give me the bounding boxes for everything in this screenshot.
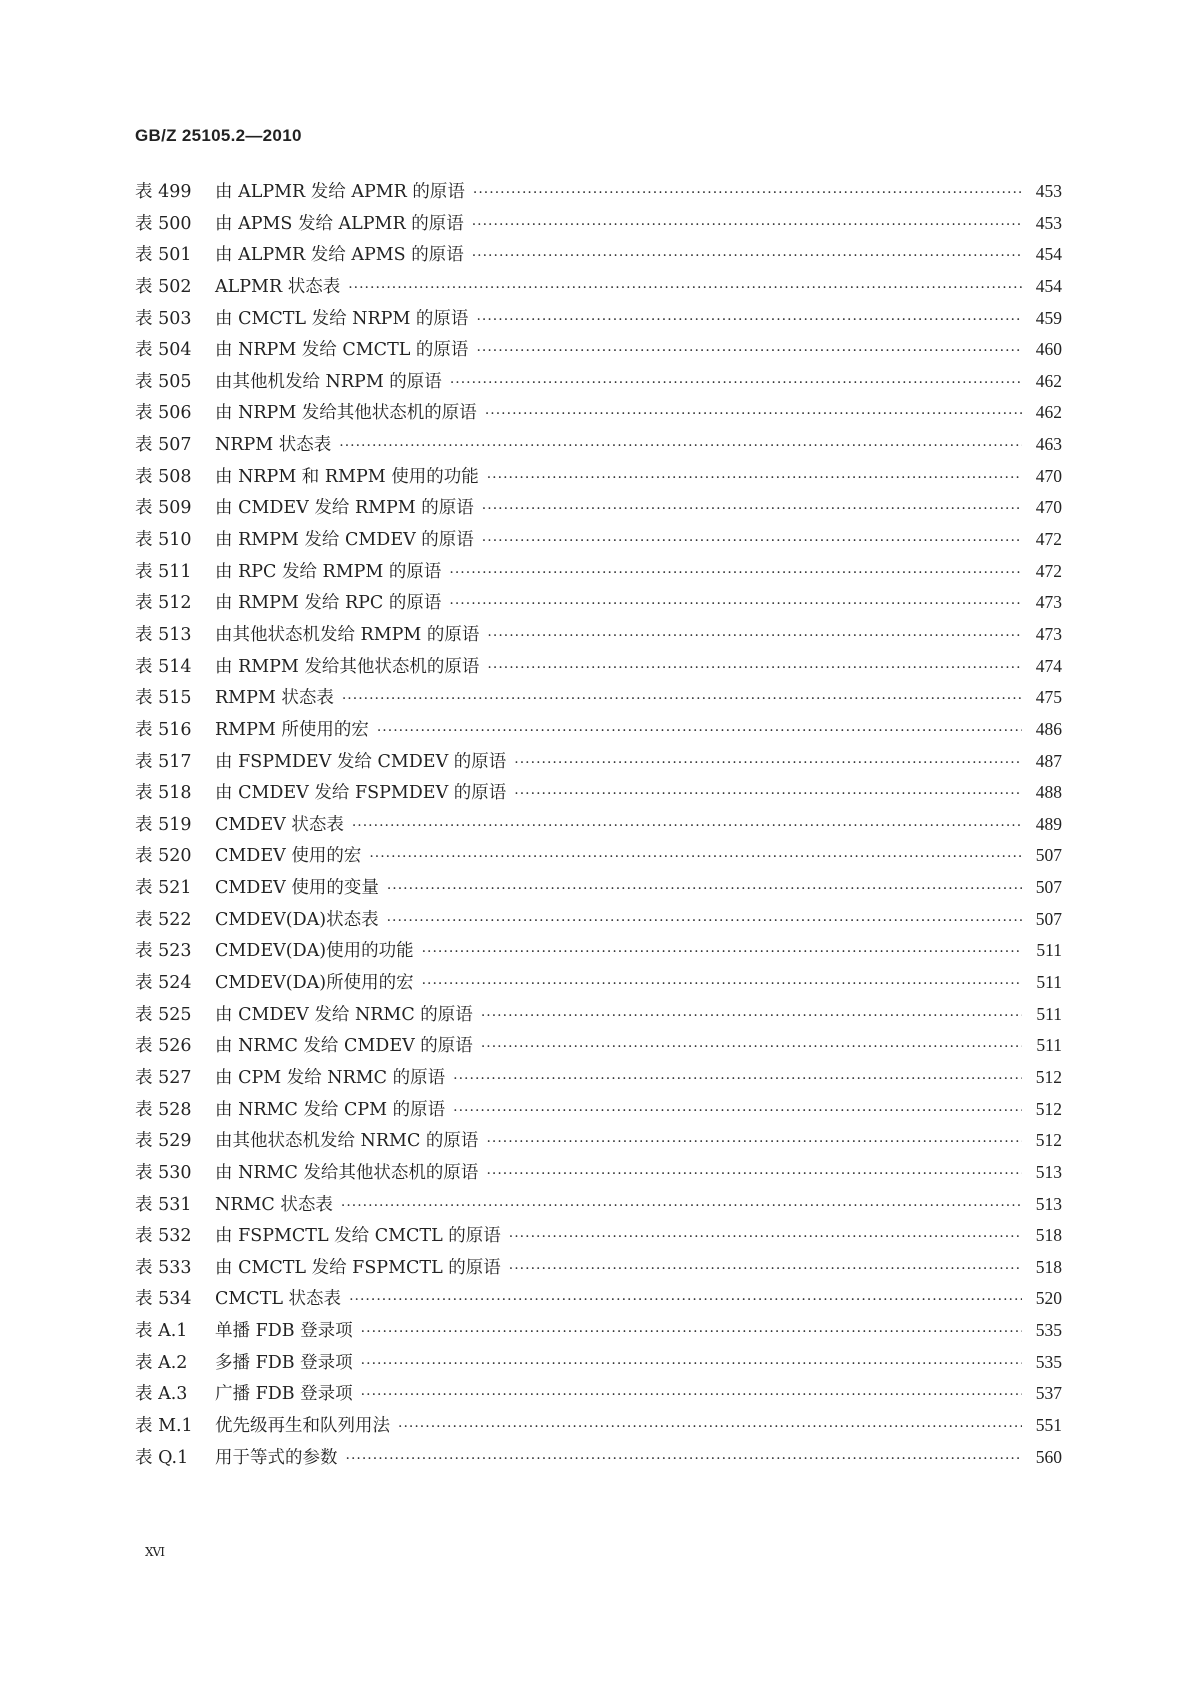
toc-title: ALPMR 状态表: [215, 276, 341, 297]
toc-entry: [135, 969, 1062, 1001]
toc-title: 由 RMPM 发给 CMDEV 的原语: [215, 530, 474, 551]
toc-table-number: 表 511: [135, 561, 192, 582]
toc-title: 由 APMS 发给 ALPMR 的原语: [215, 213, 464, 234]
toc-leader-dots: [349, 1292, 1022, 1308]
toc-entry: [135, 1317, 1062, 1349]
toc-table-number: 表 526: [135, 1036, 192, 1057]
toc-table-number: 表 M.1: [135, 1415, 193, 1436]
table-of-contents: [135, 178, 1062, 1475]
toc-table-number: 表 Q.1: [135, 1447, 189, 1468]
toc-table-number: 表 521: [135, 878, 192, 899]
toc-table-number: 表 509: [135, 498, 192, 519]
toc-title: CMDEV(DA)使用的功能: [215, 941, 414, 962]
toc-entry: [135, 621, 1062, 653]
toc-table-number: 表 505: [135, 371, 192, 392]
toc-title: 由 NRPM 发给 CMCTL 的原语: [215, 340, 469, 361]
toc-table-number: 表 510: [135, 530, 192, 551]
toc-table-number: 表 533: [135, 1257, 192, 1278]
toc-title: 由 NRMC 发给 CPM 的原语: [215, 1099, 446, 1120]
toc-page-number: 535: [1035, 1320, 1062, 1341]
toc-page-number: 488: [1035, 782, 1062, 803]
toc-title: 由 CMDEV 发给 FSPMDEV 的原语: [215, 783, 507, 804]
toc-entry: [135, 1001, 1062, 1033]
toc-leader-dots: [449, 565, 1022, 581]
toc-page-number: 475: [1035, 687, 1062, 708]
toc-table-number: 表 506: [135, 403, 192, 424]
toc-leader-dots: [361, 1387, 1022, 1403]
toc-leader-dots: [352, 818, 1022, 834]
toc-leader-dots: [485, 406, 1022, 422]
toc-table-number: 表 532: [135, 1226, 192, 1247]
toc-table-number: 表 530: [135, 1162, 192, 1183]
toc-page-number: 518: [1035, 1256, 1062, 1277]
toc-title: 由 RMPM 发给其他状态机的原语: [215, 656, 480, 677]
document-number: GB/Z 25105.2—2010: [135, 126, 302, 145]
toc-entry: [135, 779, 1062, 811]
toc-leader-dots: [346, 1451, 1023, 1467]
toc-title: 广播 FDB 登录项: [215, 1384, 353, 1405]
toc-entry: [135, 368, 1062, 400]
toc-page-number: 512: [1035, 1066, 1062, 1087]
toc-page-number: 512: [1035, 1098, 1062, 1119]
toc-table-number: 表 A.1: [135, 1321, 188, 1342]
toc-title: 多播 FDB 登录项: [215, 1352, 353, 1373]
toc-title: 优先级再生和队列用法: [215, 1415, 390, 1436]
toc-entry: [135, 1412, 1062, 1444]
toc-title: CMCTL 状态表: [215, 1289, 342, 1310]
toc-table-number: 表 508: [135, 466, 192, 487]
toc-page-number: 518: [1035, 1225, 1062, 1246]
toc-entry: [135, 1444, 1062, 1476]
toc-entry: [135, 526, 1062, 558]
toc-table-number: 表 522: [135, 909, 192, 930]
toc-entry: [135, 273, 1062, 305]
toc-entry: [135, 842, 1062, 874]
toc-table-number: 表 527: [135, 1067, 192, 1088]
toc-page-number: 454: [1035, 244, 1062, 265]
toc-leader-dots: [487, 628, 1022, 644]
toc-page-number: 512: [1035, 1130, 1062, 1151]
toc-leader-dots: [341, 1198, 1022, 1214]
toc-table-number: 表 520: [135, 846, 192, 867]
toc-title: 由 CPM 发给 NRMC 的原语: [215, 1067, 446, 1088]
toc-entry: [135, 1222, 1062, 1254]
toc-title: 由 FSPMCTL 发给 CMCTL 的原语: [215, 1226, 501, 1247]
toc-leader-dots: [361, 1324, 1022, 1340]
toc-table-number: 表 524: [135, 973, 192, 994]
toc-table-number: 表 528: [135, 1099, 192, 1120]
toc-leader-dots: [514, 755, 1022, 771]
toc-leader-dots: [487, 470, 1022, 486]
toc-leader-dots: [387, 881, 1022, 897]
toc-entry: [135, 336, 1062, 368]
toc-table-number: 表 A.2: [135, 1352, 188, 1373]
toc-entry: [135, 210, 1062, 242]
toc-title: 由 CMCTL 发给 NRPM 的原语: [215, 308, 469, 329]
toc-entry: [135, 463, 1062, 495]
toc-page-number: 462: [1035, 370, 1062, 391]
toc-page-number: 487: [1035, 750, 1062, 771]
toc-leader-dots: [481, 1008, 1022, 1024]
toc-page-number: 462: [1035, 402, 1062, 423]
toc-leader-dots: [481, 1039, 1022, 1055]
page-number: XVI: [145, 1545, 164, 1559]
toc-leader-dots: [450, 375, 1022, 391]
toc-entry: [135, 305, 1062, 337]
toc-leader-dots: [377, 723, 1022, 739]
toc-table-number: 表 514: [135, 656, 192, 677]
toc-leader-dots: [482, 533, 1022, 549]
toc-title: 由 CMDEV 发给 NRMC 的原语: [215, 1004, 473, 1025]
toc-title: 由 NRMC 发给 CMDEV 的原语: [215, 1036, 473, 1057]
toc-page-number: 507: [1035, 908, 1062, 929]
toc-leader-dots: [398, 1419, 1022, 1435]
toc-entry: [135, 1254, 1062, 1286]
toc-title: 单播 FDB 登录项: [215, 1321, 353, 1342]
toc-leader-dots: [387, 913, 1022, 929]
toc-page-number: 511: [1036, 1035, 1062, 1056]
toc-entry: [135, 748, 1062, 780]
toc-title: 由 NRPM 和 RMPM 使用的功能: [215, 466, 479, 487]
toc-entry: [135, 1064, 1062, 1096]
toc-leader-dots: [487, 660, 1022, 676]
toc-entry: [135, 1159, 1062, 1191]
toc-table-number: 表 525: [135, 1004, 192, 1025]
toc-entry: [135, 589, 1062, 621]
toc-leader-dots: [449, 596, 1022, 612]
toc-title: 由 NRPM 发给其他状态机的原语: [215, 403, 477, 424]
toc-table-number: 表 523: [135, 941, 192, 962]
toc-entry: [135, 399, 1062, 431]
toc-leader-dots: [476, 312, 1022, 328]
toc-table-number: 表 504: [135, 340, 192, 361]
toc-entry: [135, 1380, 1062, 1412]
toc-leader-dots: [453, 1103, 1022, 1119]
toc-entry: [135, 494, 1062, 526]
toc-entry: [135, 1127, 1062, 1159]
toc-entry: [135, 178, 1062, 210]
toc-title: 由 ALPMR 发给 APMS 的原语: [215, 245, 464, 266]
toc-page-number: 459: [1035, 307, 1062, 328]
toc-leader-dots: [509, 1229, 1022, 1245]
toc-page-number: 453: [1035, 212, 1062, 233]
toc-table-number: 表 500: [135, 213, 192, 234]
toc-title: 由 RMPM 发给 RPC 的原语: [215, 593, 442, 614]
toc-table-number: 表 519: [135, 814, 192, 835]
toc-page-number: 489: [1035, 813, 1062, 834]
toc-title: RMPM 所使用的宏: [215, 719, 369, 740]
toc-title: CMDEV 使用的变量: [215, 878, 379, 899]
toc-page-number: 513: [1035, 1193, 1062, 1214]
toc-entry: [135, 906, 1062, 938]
toc-table-number: 表 534: [135, 1289, 192, 1310]
toc-leader-dots: [472, 248, 1022, 264]
toc-page-number: 460: [1035, 339, 1062, 360]
toc-page-number: 511: [1036, 1003, 1062, 1024]
toc-page-number: 507: [1035, 877, 1062, 898]
toc-title: 由其他状态机发给 RMPM 的原语: [215, 624, 480, 645]
toc-page-number: 454: [1035, 275, 1062, 296]
toc-table-number: 表 507: [135, 435, 192, 456]
toc-table-number: 表 517: [135, 751, 192, 772]
toc-table-number: 表 503: [135, 308, 192, 329]
toc-table-number: 表 518: [135, 783, 192, 804]
toc-entry: [135, 558, 1062, 590]
toc-title: CMDEV(DA)状态表: [215, 909, 379, 930]
toc-table-number: 表 515: [135, 688, 192, 709]
toc-entry: [135, 241, 1062, 273]
toc-title: 由其他状态机发给 NRMC 的原语: [215, 1131, 479, 1152]
toc-leader-dots: [476, 343, 1022, 359]
toc-page-number: 511: [1036, 972, 1062, 993]
toc-page-number: 486: [1035, 718, 1062, 739]
toc-entry: [135, 716, 1062, 748]
toc-page-number: 474: [1035, 655, 1062, 676]
toc-entry: [135, 811, 1062, 843]
toc-leader-dots: [422, 944, 1022, 960]
toc-leader-dots: [339, 438, 1022, 454]
toc-leader-dots: [453, 1071, 1022, 1087]
toc-title: 由 NRMC 发给其他状态机的原语: [215, 1162, 479, 1183]
toc-entry: [135, 1349, 1062, 1381]
toc-table-number: 表 501: [135, 245, 192, 266]
toc-entry: [135, 1032, 1062, 1064]
toc-entry: [135, 1096, 1062, 1128]
toc-leader-dots: [422, 976, 1022, 992]
toc-page-number: 513: [1035, 1161, 1062, 1182]
toc-entry: [135, 937, 1062, 969]
toc-entry: [135, 1191, 1062, 1223]
toc-page-number: 470: [1035, 497, 1062, 518]
toc-page-number: 511: [1036, 940, 1062, 961]
toc-table-number: 表 512: [135, 593, 192, 614]
toc-page-number: 551: [1035, 1414, 1062, 1435]
toc-title: CMDEV 使用的宏: [215, 846, 362, 867]
toc-leader-dots: [472, 217, 1022, 233]
toc-leader-dots: [369, 849, 1022, 865]
toc-page-number: 453: [1035, 181, 1062, 201]
toc-title: NRMC 状态表: [215, 1194, 333, 1215]
toc-leader-dots: [509, 1261, 1022, 1277]
toc-leader-dots: [482, 501, 1022, 517]
toc-leader-dots: [486, 1166, 1022, 1182]
toc-page-number: 463: [1035, 434, 1062, 455]
toc-title: CMDEV(DA)所使用的宏: [215, 973, 414, 994]
toc-page-number: 470: [1035, 465, 1062, 486]
toc-page-number: 535: [1035, 1351, 1062, 1372]
toc-entry: [135, 874, 1062, 906]
toc-entry: [135, 1285, 1062, 1317]
toc-entry: [135, 653, 1062, 685]
toc-page-number: 472: [1035, 560, 1062, 581]
toc-page-number: 520: [1035, 1288, 1062, 1309]
toc-leader-dots: [348, 280, 1022, 296]
toc-page-number: 473: [1035, 623, 1062, 644]
toc-title: NRPM 状态表: [215, 435, 332, 456]
toc-table-number: 表 513: [135, 624, 192, 645]
toc-table-number: 表 502: [135, 276, 192, 297]
toc-table-number: 表 499: [135, 182, 192, 202]
toc-title: 由 CMDEV 发给 RMPM 的原语: [215, 498, 474, 519]
toc-leader-dots: [342, 691, 1022, 707]
toc-title: 由 CMCTL 发给 FSPMCTL 的原语: [215, 1257, 501, 1278]
toc-table-number: 表 531: [135, 1194, 192, 1215]
toc-page-number: 472: [1035, 529, 1062, 550]
toc-title: 由 FSPMDEV 发给 CMDEV 的原语: [215, 751, 507, 772]
toc-title: 由其他机发给 NRPM 的原语: [215, 371, 442, 392]
toc-leader-dots: [514, 786, 1022, 802]
toc-entry: [135, 684, 1062, 716]
toc-table-number: 表 516: [135, 719, 192, 740]
toc-title: RMPM 状态表: [215, 688, 334, 709]
toc-page-number: 537: [1035, 1383, 1062, 1404]
toc-page-number: 473: [1035, 592, 1062, 613]
toc-leader-dots: [486, 1134, 1022, 1150]
toc-title: 由 RPC 发给 RMPM 的原语: [215, 561, 442, 582]
toc-page-number: 507: [1035, 845, 1062, 866]
toc-leader-dots: [361, 1356, 1022, 1372]
toc-table-number: 表 529: [135, 1131, 192, 1152]
toc-table-number: 表 A.3: [135, 1384, 188, 1405]
toc-entry: [135, 431, 1062, 463]
toc-title: 由 ALPMR 发给 APMR 的原语: [215, 182, 465, 202]
toc-title: CMDEV 状态表: [215, 814, 344, 835]
toc-leader-dots: [473, 185, 1022, 201]
toc-title: 用于等式的参数: [215, 1447, 338, 1468]
toc-page-number: 560: [1035, 1446, 1062, 1467]
